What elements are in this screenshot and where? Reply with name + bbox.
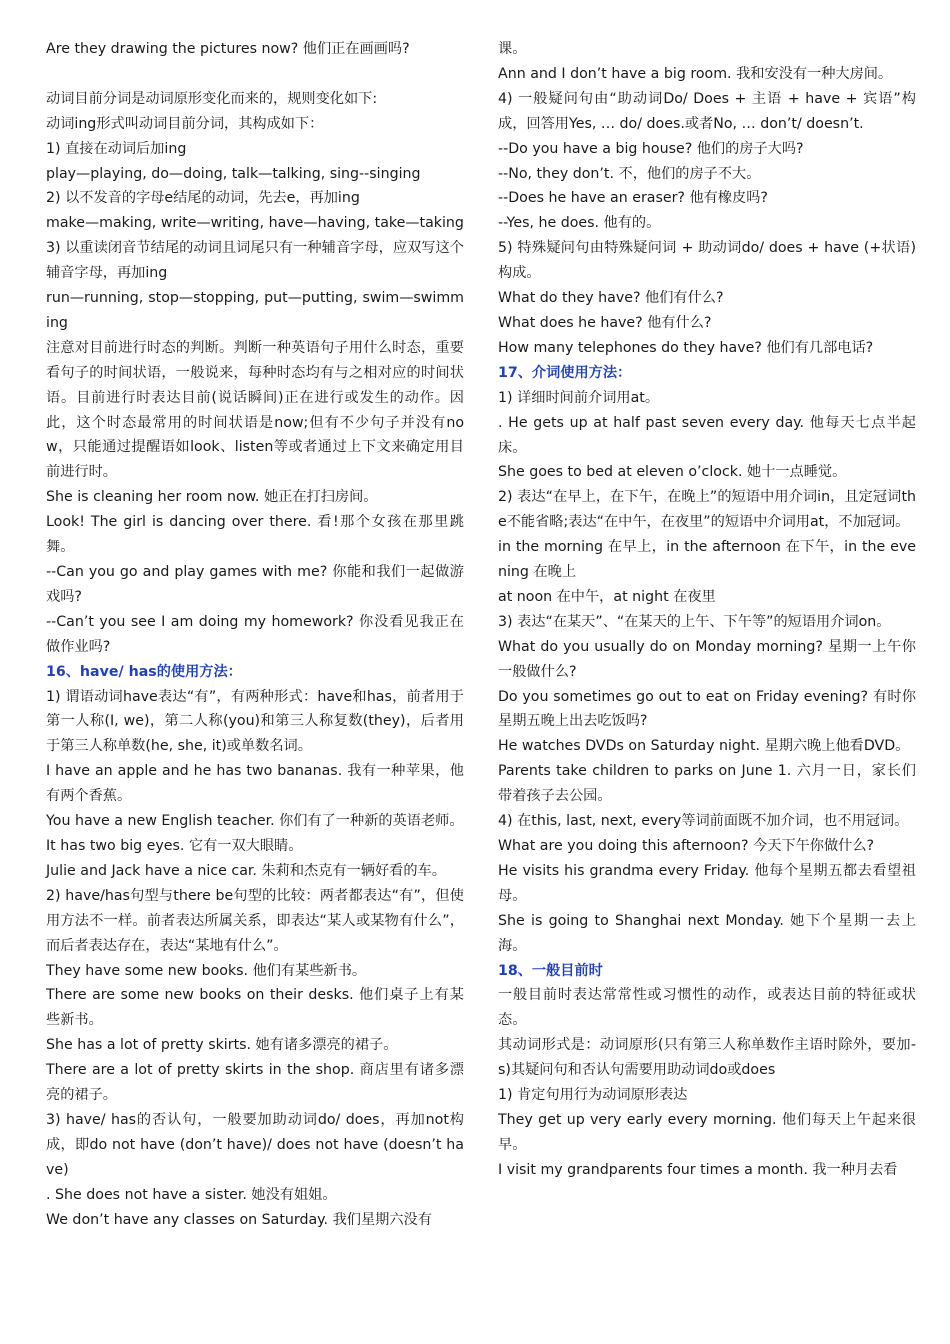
paragraph: Parents take children to parks on June 1. 六月一日，家长们带着孩子去公园。	[498, 763, 916, 805]
paragraph: There are a lot of pretty skirts in the shop. 商店里有诸多漂亮的裙子。	[46, 1062, 464, 1104]
paragraph: 动词目前分词是动词原形变化而来的，规则变化如下:	[46, 90, 378, 107]
paragraph: Look! The girl is dancing over there. 看!那个女孩在那里跳舞。	[46, 514, 464, 556]
paragraph: --Yes, he does. 他有的。	[498, 215, 661, 232]
paragraph: 3) have/ has的否认句，一般要加助动词do/ does，再加not构成，即do not have (don’t have)/ does not have (doesn’t have)	[46, 1111, 464, 1178]
paragraph: What do they have? 他们有什么?	[498, 290, 724, 307]
paragraph: --Do you have a big house? 他们的房子大吗?	[498, 140, 804, 157]
paragraph: She goes to bed at eleven o’clock. 她十一点睡觉。	[498, 464, 847, 481]
paragraph: What are you doing this afternoon? 今天下午你做什么?	[498, 838, 875, 854]
paragraph: What do you usually do on Monday morning? 星期一上午你一般做什么?	[498, 638, 916, 680]
paragraph: He watches DVDs on Saturday night. 星期六晚上他看DVD。	[498, 738, 910, 755]
paragraph: --No, they don’t. 不，他们的房子不大。	[498, 165, 761, 182]
paragraph: make—making, write—writing, have—having, take—taking	[46, 215, 464, 232]
section-heading: 16、have/ has的使用方法：	[46, 663, 242, 680]
section-heading: 17、介词使用方法：	[498, 364, 632, 381]
paragraph: 2) 表达“在早上，在下午，在晚上”的短语中用介词in，且定冠词the不能省略;表达“在中午，在夜里”的短语中介词用at，不加冠词。	[498, 489, 916, 531]
paragraph: 1) 肯定句用行为动词原形表达	[498, 1087, 688, 1104]
paragraph: 3) 表达“在某天”、“在某天的上午、下午等”的短语用介词on。	[498, 613, 891, 630]
paragraph: 动词ing形式叫动词目前分词，其构成如下：	[46, 115, 324, 132]
paragraph: I visit my grandparents four times a month. 我一种月去看	[498, 1161, 898, 1178]
paragraph: . She does not have a sister. 她没有姐姐。	[46, 1186, 337, 1203]
paragraph: --Can you go and play games with me? 你能和我们一起做游戏吗?	[46, 564, 464, 605]
paragraph: You have a new English teacher. 你们有了一种新的英语老师。	[46, 813, 464, 830]
paragraph: 5) 特殊疑问句由特殊疑问词 + 助动词do/ does + have (+状语)构成。	[498, 240, 916, 282]
paragraph: 其动词形式是：动词原形(只有第三人称单数作主语时除外，要加-s)其疑问句和否认句需要用助动词do或does	[498, 1037, 916, 1079]
paragraph: 1) 谓语动词have表达“有”，有两种形式：have和has，前者用于第一人称(I, we)，第二人称(you)和第三人称复数(they)，后者用于第三人称单数(he, she, it)或单数名词。	[46, 688, 464, 755]
left-column	[46, 37, 464, 1232]
paragraph: . He gets up at half past seven every day. 他每天七点半起床。	[498, 414, 916, 456]
paragraph: --Can’t you see I am doing my homework? 你没看见我正在做作业吗?	[46, 613, 464, 655]
paragraph: They get up very early every morning. 他们每天上午起来很早。	[498, 1111, 916, 1153]
right-column	[498, 37, 916, 1183]
paragraph: at noon 在中午，at night 在夜里	[498, 588, 716, 605]
paragraph: 1) 直接在动词后加ing	[46, 140, 187, 157]
paragraph: Are they drawing the pictures now? 他们正在画画吗?	[46, 41, 410, 57]
paragraph: I have an apple and he has two bananas. 我有一种苹果，他有两个香蕉。	[46, 763, 464, 805]
paragraph: 4) 一般疑问句由“助动词Do/ Does + 主语 + have + 宾语”构成，回答用Yes, … do/ does.或者No, … don’t/ doesn’t.	[498, 90, 916, 132]
paragraph: It has two big eyes. 它有一双大眼睛。	[46, 837, 303, 854]
paragraph: 4) 在this, last, next, every等词前面既不加介词，也不用冠词。	[498, 813, 909, 830]
paragraph: 课。	[498, 41, 527, 57]
paragraph: 2) have/has句型与there be句型的比较：两者都表达“有”，但使用方法不一样。前者表达所属关系，即表达“某人或某物有什么”，而后者表达存在，表达“某地有什么”。	[46, 887, 464, 954]
paragraph: 1) 详细时间前介词用at。	[498, 389, 660, 406]
paragraph: How many telephones do they have? 他们有几部电话?	[498, 339, 874, 356]
paragraph: She is going to Shanghai next Monday. 她下个星期一去上海。	[498, 912, 916, 954]
paragraph: She is cleaning her room now. 她正在打扫房间。	[46, 489, 378, 506]
paragraph: Ann and I don’t have a big room. 我和安没有一种大房间。	[498, 65, 893, 82]
paragraph: play—playing, do—doing, talk—talking, sing--singing	[46, 165, 421, 182]
paragraph: 3) 以重读闭音节结尾的动词且词尾只有一种辅音字母，应双写这个辅音字母，再加ing	[46, 240, 464, 282]
paragraph: 一般目前时表达常常性或习惯性的动作，或表达目前的特征或状态。	[498, 987, 916, 1029]
paragraph: He visits his grandma every Friday. 他每个星期五都去看望祖母。	[498, 862, 916, 904]
paragraph: They have some new books. 他们有某些新书。	[46, 962, 367, 979]
paragraph: What does he have? 他有什么?	[498, 314, 712, 331]
paragraph: She has a lot of pretty skirts. 她有诸多漂亮的裙子。	[46, 1037, 398, 1054]
paragraph: There are some new books on their desks. 他们桌子上有某些新书。	[46, 987, 464, 1029]
paragraph: 注意对目前进行时态的判断。判断一种英语句子用什么时态，重要看句子的时间状语，一般说来，每种时态均有与之相对应的时间状语。目前进行时表达目前(说话瞬间)正在进行或发生的动作。因此，这个时态最常用的时间状语是now;但有不少句子并没有now，只能通过提醒语如look、listen等或者通过上下文来确定用目前进行时。	[46, 339, 464, 481]
paragraph: Do you sometimes go out to eat on Friday evening? 有时你星期五晚上出去吃饭吗?	[498, 688, 916, 730]
paragraph: --Does he have an eraser? 他有橡皮吗?	[498, 190, 768, 207]
paragraph: Julie and Jack have a nice car. 朱莉和杰克有一辆好看的车。	[46, 862, 446, 879]
blank-line	[46, 62, 464, 87]
paragraph: 2) 以不发音的字母e结尾的动词，先去e，再加ing	[46, 190, 360, 207]
paragraph: We don’t have any classes on Saturday. 我们星期六没有	[46, 1211, 432, 1228]
paragraph: in the morning 在早上，in the afternoon 在下午，in the evening 在晚上	[498, 539, 916, 581]
section-heading: 18、一般目前时	[498, 962, 603, 979]
paragraph: run—running, stop—stopping, put—putting, swim—swimming	[46, 290, 464, 331]
